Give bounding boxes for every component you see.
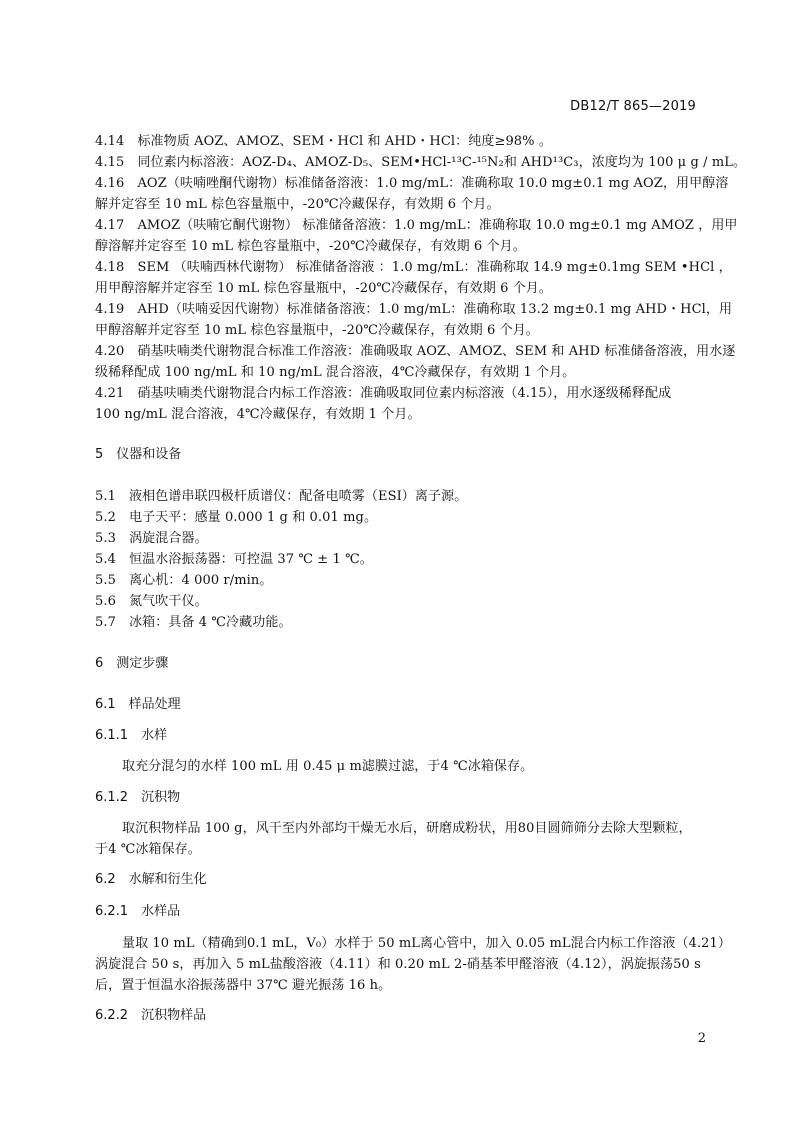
- item-5-5: 5.5 离心机：4 000 r/min。: [95, 573, 273, 588]
- paragraph-6-1-2: 取沉积物样品 100 g，风干至内外部均干燥无水后，研磨成粉状，用80目圆筛筛分去除大型颗粒，: [122, 821, 692, 836]
- item-5-1: 5.1 液相色谱串联四极杆质谱仪：配备电喷雾（ESI）离子源。: [95, 489, 468, 504]
- item-5-6: 5.6 氮气吹干仪。: [95, 594, 208, 609]
- clause-4-19-cont: 甲醇溶解并定容至 10 mL 棕色容量瓶中，-20℃冷藏保存，有效期 6 个月。: [95, 323, 539, 338]
- clause-4-19: 4.19 AHD（呋喃妥因代谢物）标准储备溶液：1.0 mg/mL：准确称取 13.2 mg±0.1 mg AHD・HCl，用: [95, 302, 733, 317]
- clause-4-21-cont: 100 ng/mL 混合溶液，4℃冷藏保存，有效期 1 个月。: [95, 407, 421, 422]
- item-5-3: 5.3 涡旋混合器。: [95, 531, 208, 546]
- subsection-6-1-heading: 6.1 样品处理: [95, 697, 181, 712]
- document-id-header: DB12/T 865—2019: [570, 99, 696, 114]
- paragraph-6-1-2-cont: 于4 ℃冰箱保存。: [95, 842, 201, 857]
- clause-4-21: 4.21 硝基呋喃类代谢物混合内标工作溶液：准确吸取同位素内标溶液（4.15），用水逐级稀释配成: [95, 386, 672, 401]
- subsection-6-2-2-heading: 6.2.2 沉积物样品: [95, 1008, 207, 1023]
- clause-4-18-cont: 用甲醇溶解并定容至 10 mL 棕色容量瓶中，-20℃冷藏保存，有效期 6 个月。: [95, 281, 553, 296]
- clause-4-16-cont: 解并定容至 10 mL 棕色容量瓶中，-20℃冷藏保存，有效期 6 个月。: [95, 197, 500, 212]
- clause-4-20-cont: 级稀释配成 100 ng/mL 和 10 ng/mL 混合溶液，4℃冷藏保存，有效期 1 个月。: [95, 365, 576, 380]
- paragraph-6-2-1: 量取 10 mL（精确到0.1 mL，V₀）水样于 50 mL离心管中，加入 0.05 mL混合内标工作溶液（4.21）: [122, 936, 732, 951]
- item-5-7: 5.7 冰箱：具备 4 ℃冷藏功能。: [95, 615, 292, 630]
- clause-4-18: 4.18 SEM （呋喃西林代谢物） 标准储备溶液 ：1.0 mg/mL：准确称取 14.9 mg±0.1mg SEM •HCl ，: [95, 260, 732, 275]
- subsection-6-2-1-heading: 6.2.1 水样品: [95, 904, 181, 919]
- item-5-4: 5.4 恒温水浴振荡器：可控温 37 ℃ ± 1 ℃。: [95, 552, 373, 567]
- clause-4-17-cont: 醇溶解并定容至 10 mL 棕色容量瓶中，-20℃冷藏保存，有效期 6 个月。: [95, 239, 526, 254]
- clause-4-16: 4.16 AOZ（呋喃唑酮代谢物）标准储备溶液：1.0 mg/mL：准确称取 10.0 mg±0.1 mg AOZ，用甲醇溶: [95, 176, 729, 191]
- clause-4-20: 4.20 硝基呋喃类代谢物混合标准工作溶液：准确吸取 AOZ、AMOZ、SEM 和 AHD 标准储备溶液，用水逐: [95, 344, 736, 359]
- page-number: 2: [697, 1031, 706, 1046]
- section-6-heading: 6 测定步骤: [95, 656, 169, 671]
- item-5-2: 5.2 电子天平：感量 0.000 1 g 和 0.01 mg。: [95, 510, 378, 525]
- section-5-heading: 5 仪器和设备: [95, 447, 182, 462]
- subsection-6-2-heading: 6.2 水解和衍生化: [95, 872, 207, 887]
- subsection-6-1-1-heading: 6.1.1 水样: [95, 728, 168, 743]
- clause-4-15: 4.15 同位素内标溶液：AOZ-D₄、AMOZ-D₅、SEM•HCl-¹³C-¹⁵N₂和 AHD¹³C₃，浓度均为 100 μ g / mL。: [95, 155, 747, 170]
- subsection-6-1-2-heading: 6.1.2 沉积物: [95, 790, 181, 805]
- clause-4-14: 4.14 标准物质 AOZ、AMOZ、SEM・HCl 和 AHD・HCl：纯度≥98% 。: [95, 134, 552, 149]
- paragraph-6-2-1-cont2: 后，置于恒温水浴振荡器中 37℃ 避光振荡 16 h。: [95, 978, 392, 993]
- paragraph-6-1-1: 取充分混匀的水样 100 mL 用 0.45 μ m滤膜过滤，于4 ℃冰箱保存。: [122, 759, 534, 774]
- clause-4-17: 4.17 AMOZ（呋喃它酮代谢物） 标准储备溶液：1.0 mg/mL：准确称取 10.0 mg±0.1 mg AMOZ ，用甲: [95, 218, 738, 233]
- paragraph-6-2-1-cont1: 涡旋混合 50 s，再加入 5 mL盐酸溶液（4.11）和 0.20 mL 2-硝基苯甲醛溶液（4.12），涡旋振荡50 s: [95, 957, 701, 972]
